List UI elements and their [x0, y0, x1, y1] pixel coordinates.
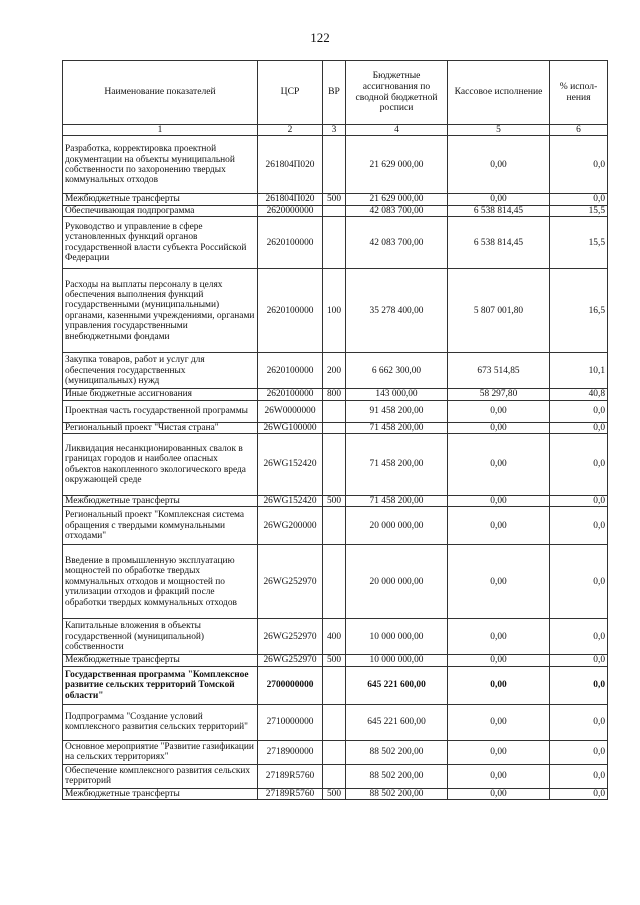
table-row [63, 619, 608, 655]
row-assignment-cell: 645 221 600,00 [346, 666, 448, 704]
row-name-cell: Закупка товаров, работ и услуг для обеспечения государственных (муниципальных) нужд [63, 353, 258, 389]
row-execution-cell: 6 538 814,45 [448, 205, 550, 216]
row-percent-cell: 0,0 [550, 434, 608, 496]
row-percent-cell: 0,0 [550, 788, 608, 799]
row-assignment-cell: 71 458 200,00 [346, 422, 448, 433]
row-csr-cell: 26WG100000 [258, 422, 323, 433]
table-row [63, 740, 608, 764]
column-number: 4 [346, 125, 448, 136]
row-vr-cell [323, 136, 346, 194]
row-assignment-cell: 88 502 200,00 [346, 740, 448, 764]
row-execution-cell: 673 514,85 [448, 353, 550, 389]
header-row [63, 61, 608, 125]
row-csr-cell: 261804П020 [258, 194, 323, 205]
row-vr-cell: 500 [323, 496, 346, 507]
row-assignment-cell: 21 629 000,00 [346, 136, 448, 194]
row-execution-cell: 0,00 [448, 740, 550, 764]
table-row [63, 400, 608, 422]
row-name-cell: Разработка, корректировка проектной документации на объекты муниципальной собственности по захоронению твердых коммунальных отходов [63, 136, 258, 194]
row-execution-cell: 0,00 [448, 507, 550, 545]
row-name-cell: Введение в промышленную эксплуатацию мощностей по обработке твердых коммунальных отходов и мощностей по утилизации отходов и фракций после обработки твердых коммунальных отходов [63, 545, 258, 619]
row-execution-cell: 0,00 [448, 788, 550, 799]
row-vr-cell [323, 400, 346, 422]
row-percent-cell: 0,0 [550, 400, 608, 422]
header-csr: ЦСР [258, 61, 323, 125]
column-number: 3 [323, 125, 346, 136]
table-row [63, 507, 608, 545]
row-assignment-cell: 21 629 000,00 [346, 194, 448, 205]
table-row [63, 194, 608, 205]
table-row [63, 655, 608, 666]
row-assignment-cell: 71 458 200,00 [346, 434, 448, 496]
page-number: 122 [310, 30, 330, 45]
row-assignment-cell: 42 083 700,00 [346, 217, 448, 269]
row-percent-cell: 15,5 [550, 205, 608, 216]
table-row [63, 788, 608, 799]
row-execution-cell: 0,00 [448, 136, 550, 194]
header-assign: Бюджетные ассигнования по сводной бюджетной росписи [346, 61, 448, 125]
row-name-cell: Региональный проект "Чистая страна" [63, 422, 258, 433]
row-name-cell: Межбюджетные трансферты [63, 788, 258, 799]
table-row [63, 422, 608, 433]
row-csr-cell: 26WG152420 [258, 496, 323, 507]
table-row [63, 269, 608, 353]
row-name-cell: Межбюджетные трансферты [63, 496, 258, 507]
row-assignment-cell: 88 502 200,00 [346, 764, 448, 788]
row-vr-cell [323, 764, 346, 788]
row-percent-cell: 0,0 [550, 545, 608, 619]
row-vr-cell [323, 422, 346, 433]
table-row [63, 666, 608, 704]
row-name-cell: Основное мероприятие "Развитие газификации на сельских территориях" [63, 740, 258, 764]
column-number: 1 [63, 125, 258, 136]
column-number: 2 [258, 125, 323, 136]
row-name-cell: Подпрограмма "Создание условий комплексного развития сельских территорий" [63, 704, 258, 740]
row-name-cell: Проектная часть государственной программы [63, 400, 258, 422]
row-vr-cell: 400 [323, 619, 346, 655]
row-csr-cell: 2620100000 [258, 389, 323, 400]
row-execution-cell: 0,00 [448, 655, 550, 666]
row-vr-cell: 800 [323, 389, 346, 400]
row-csr-cell: 261804П020 [258, 136, 323, 194]
table-row [63, 389, 608, 400]
table-row [63, 496, 608, 507]
row-name-cell: Обеспечение комплексного развития сельских территорий [63, 764, 258, 788]
column-number: 6 [550, 125, 608, 136]
row-assignment-cell: 42 083 700,00 [346, 205, 448, 216]
row-csr-cell: 26WG200000 [258, 507, 323, 545]
row-execution-cell: 5 807 001,80 [448, 269, 550, 353]
row-name-cell: Капитальные вложения в объекты государственной (муниципальной) собственности [63, 619, 258, 655]
row-vr-cell: 500 [323, 655, 346, 666]
row-percent-cell: 0,0 [550, 655, 608, 666]
row-assignment-cell: 88 502 200,00 [346, 788, 448, 799]
row-name-cell: Межбюджетные трансферты [63, 194, 258, 205]
row-csr-cell: 26W0000000 [258, 400, 323, 422]
row-name-cell: Обеспечивающая подпрограмма [63, 205, 258, 216]
table-row [63, 704, 608, 740]
row-percent-cell: 0,0 [550, 666, 608, 704]
row-execution-cell: 0,00 [448, 400, 550, 422]
row-execution-cell: 0,00 [448, 764, 550, 788]
header-vr: ВР [323, 61, 346, 125]
row-csr-cell: 2620100000 [258, 217, 323, 269]
row-csr-cell: 2700000000 [258, 666, 323, 704]
row-vr-cell [323, 666, 346, 704]
row-execution-cell: 0,00 [448, 422, 550, 433]
row-execution-cell: 0,00 [448, 666, 550, 704]
row-csr-cell: 2620000000 [258, 205, 323, 216]
table-row [63, 136, 608, 194]
row-percent-cell: 0,0 [550, 764, 608, 788]
row-percent-cell: 0,0 [550, 194, 608, 205]
row-vr-cell [323, 217, 346, 269]
row-csr-cell: 27189R5760 [258, 788, 323, 799]
row-vr-cell [323, 434, 346, 496]
row-vr-cell: 200 [323, 353, 346, 389]
budget-table [62, 60, 608, 800]
row-csr-cell: 26WG252970 [258, 545, 323, 619]
row-assignment-cell: 91 458 200,00 [346, 400, 448, 422]
row-execution-cell: 6 538 814,45 [448, 217, 550, 269]
table-body [63, 136, 608, 800]
row-assignment-cell: 71 458 200,00 [346, 496, 448, 507]
row-execution-cell: 0,00 [448, 194, 550, 205]
row-assignment-cell: 20 000 000,00 [346, 545, 448, 619]
row-assignment-cell: 20 000 000,00 [346, 507, 448, 545]
header-pct: % испол-нения [550, 61, 608, 125]
row-assignment-cell: 143 000,00 [346, 389, 448, 400]
row-vr-cell [323, 545, 346, 619]
row-percent-cell: 0,0 [550, 507, 608, 545]
row-assignment-cell: 6 662 300,00 [346, 353, 448, 389]
row-execution-cell: 0,00 [448, 619, 550, 655]
row-percent-cell: 0,0 [550, 704, 608, 740]
table-row [63, 217, 608, 269]
row-assignment-cell: 645 221 600,00 [346, 704, 448, 740]
row-vr-cell [323, 740, 346, 764]
row-assignment-cell: 10 000 000,00 [346, 655, 448, 666]
row-percent-cell: 16,5 [550, 269, 608, 353]
row-vr-cell [323, 507, 346, 545]
row-execution-cell: 58 297,80 [448, 389, 550, 400]
row-percent-cell: 15,5 [550, 217, 608, 269]
row-assignment-cell: 35 278 400,00 [346, 269, 448, 353]
row-percent-cell: 0,0 [550, 740, 608, 764]
row-execution-cell: 0,00 [448, 545, 550, 619]
row-vr-cell: 500 [323, 194, 346, 205]
row-csr-cell: 2710000000 [258, 704, 323, 740]
column-number-row [63, 125, 608, 136]
row-csr-cell: 26WG152420 [258, 434, 323, 496]
row-csr-cell: 2620100000 [258, 353, 323, 389]
row-execution-cell: 0,00 [448, 496, 550, 507]
table-row [63, 545, 608, 619]
row-percent-cell: 0,0 [550, 136, 608, 194]
row-name-cell: Государственная программа "Комплексное развитие сельских территорий Томской области" [63, 666, 258, 704]
row-percent-cell: 40,8 [550, 389, 608, 400]
table-row [63, 434, 608, 496]
row-csr-cell: 26WG252970 [258, 655, 323, 666]
row-percent-cell: 0,0 [550, 496, 608, 507]
row-execution-cell: 0,00 [448, 434, 550, 496]
table-row [63, 353, 608, 389]
row-csr-cell: 27189R5760 [258, 764, 323, 788]
row-name-cell: Расходы на выплаты персоналу в целях обеспечения выполнения функций государственными (муниципальными) органами, казенными учреждениями, органами управления государственными внебюджетными фондами [63, 269, 258, 353]
row-execution-cell: 0,00 [448, 704, 550, 740]
column-number: 5 [448, 125, 550, 136]
row-assignment-cell: 10 000 000,00 [346, 619, 448, 655]
row-vr-cell: 500 [323, 788, 346, 799]
row-name-cell: Руководство и управление в сфере установленных функций органов государственной власти субъекта Российской Федерации [63, 217, 258, 269]
row-name-cell: Региональный проект "Комплексная система обращения с твердыми коммунальными отходами" [63, 507, 258, 545]
row-name-cell: Межбюджетные трансферты [63, 655, 258, 666]
row-percent-cell: 10,1 [550, 353, 608, 389]
row-vr-cell [323, 704, 346, 740]
row-vr-cell: 100 [323, 269, 346, 353]
row-csr-cell: 2620100000 [258, 269, 323, 353]
table-row [63, 764, 608, 788]
row-percent-cell: 0,0 [550, 619, 608, 655]
header-exec: Кассовое исполнение [448, 61, 550, 125]
header-name: Наименование показателей [63, 61, 258, 125]
row-vr-cell [323, 205, 346, 216]
row-percent-cell: 0,0 [550, 422, 608, 433]
row-csr-cell: 26WG252970 [258, 619, 323, 655]
table-row [63, 205, 608, 216]
row-name-cell: Ликвидация несанкционированных свалок в границах городов и наиболее опасных объектов накопленного экологического вреда окружающей среде [63, 434, 258, 496]
row-csr-cell: 2718900000 [258, 740, 323, 764]
row-name-cell: Иные бюджетные ассигнования [63, 389, 258, 400]
